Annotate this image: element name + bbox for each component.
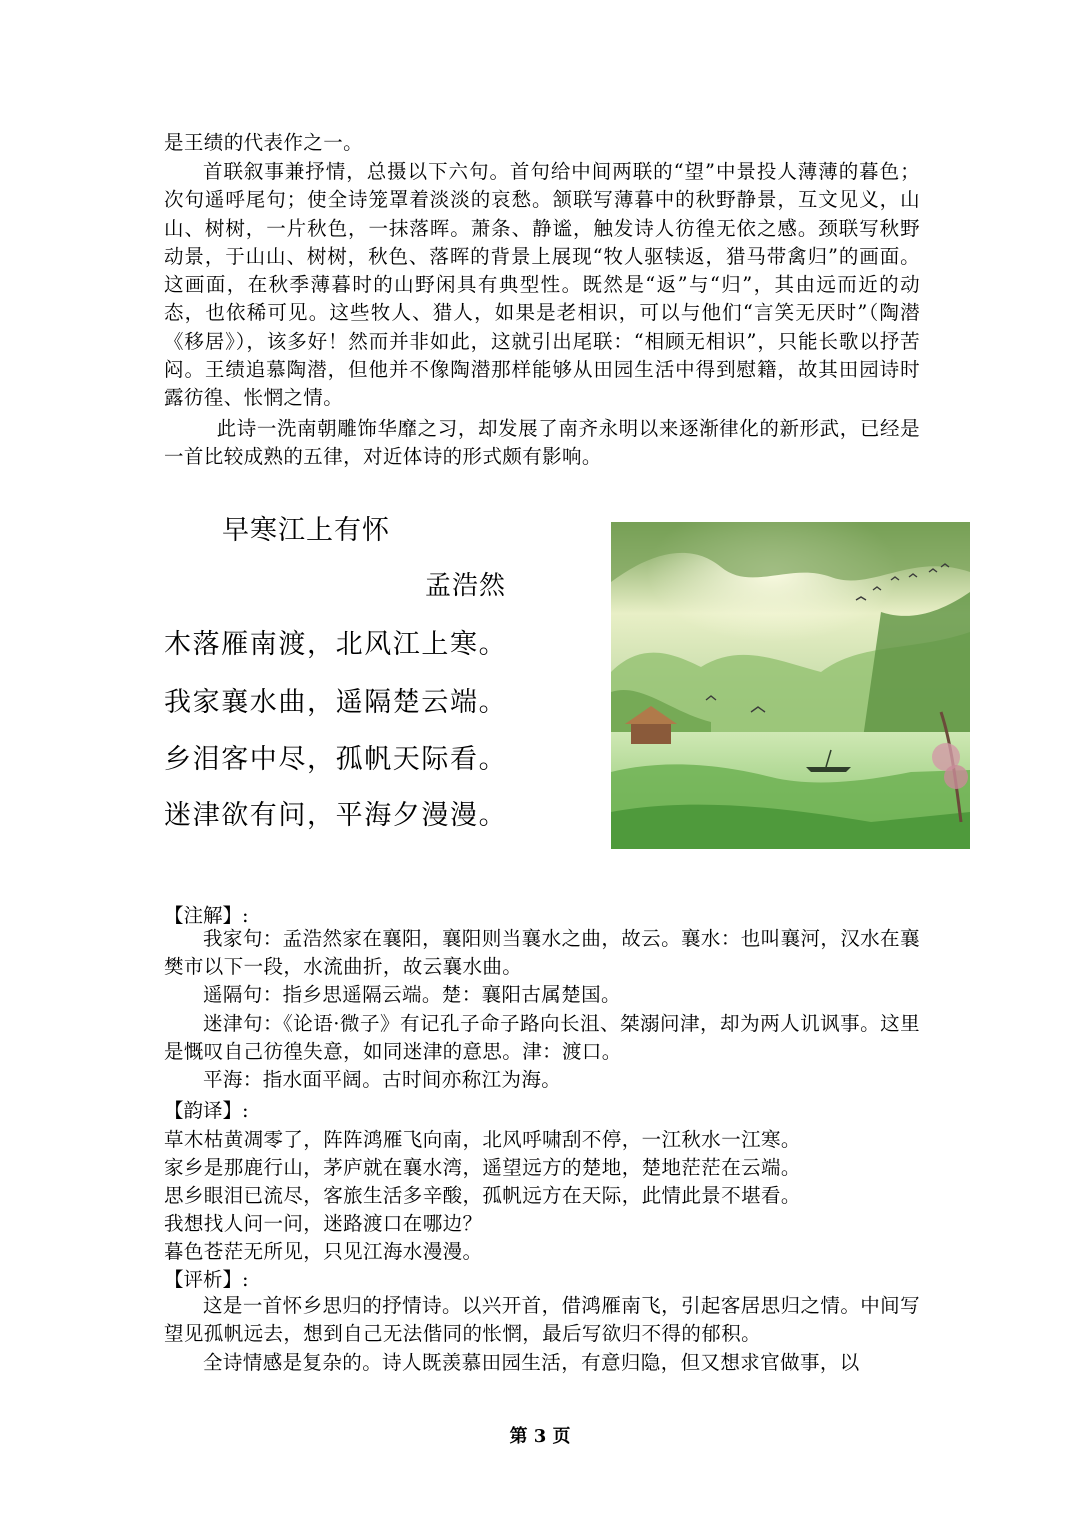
translation-line: 思乡眼泪已流尽，客旅生活多辛酸，孤帆远方在天际，此情此景不堪看。: [164, 1184, 801, 1207]
translation-line: 我想找人问一问，迷路渡口在哪边？: [164, 1212, 483, 1235]
intro-paragraph-1: 首联叙事兼抒情，总摄以下六句。首句给中间两联的“望”中景投人薄薄的暮色；次句遥呼尾句；使全诗笼罩着淡淡的哀愁。颔联写薄暮中的秋野静景，互文见义，山山、树树，一片秋色，一抹落晖。萧条、静谧，触发诗人彷徨无依之感。颈联写秋野动景，于山山、树树，秋色、落晖的背景上展现“牧人驱犊返，猎马带禽归”的画面。这画面，在秋季薄暮时的山野闲具有典型性。既然是“返”与“归”，其由远而近的动态，也依稀可见。这些牧人、猎人，如果是老相识，可以与他们“言笑无厌时”（陶潜《移居》），该多好！然而并非如此，这就引出尾联：“相顾无相识”，只能长歌以抒苦闷。王绩追慕陶潜，但他并不像陶潜那样能够从田园生活中得到慰籍，故其田园诗时露彷徨、怅惘之情。: [164, 160, 920, 410]
translation-line: 草木枯黄凋零了，阵阵鸿雁飞向南，北风呼啸刮不停，一江秋水一江寒。: [164, 1128, 801, 1151]
poem-line: 木落雁南渡，北风江上寒。: [164, 629, 508, 660]
translation-line: 暮色苍茫无所见，只见江海水漫漫。: [164, 1240, 483, 1263]
note-item: 遥隔句：指乡思遥隔云端。楚：襄阳古属楚国。: [203, 983, 621, 1006]
note-item: 迷津句：《论语·微子》有记孔子命子路向长沮、桀溺问津，却为两人讥讽事。这里是慨叹自己彷徨失意，如同迷津的意思。津：渡口。: [164, 1012, 920, 1064]
analysis-paragraph-2: 全诗情感是复杂的。诗人既羡慕田园生活，有意归隐，但又想求官做事，以: [203, 1351, 860, 1374]
poem-line: 乡泪客中尽，孤帆天际看。: [164, 744, 508, 775]
translation-heading: 【韵译】:: [164, 1099, 249, 1122]
page-number: 第 3 页: [509, 1426, 571, 1447]
translation-line: 家乡是那鹿行山，茅庐就在襄水湾，遥望远方的楚地，楚地茫茫在云端。: [164, 1156, 801, 1179]
poem-title: 早寒江上有怀: [222, 515, 390, 546]
poem-line: 迷津欲有问，平海夕漫漫。: [164, 800, 508, 831]
poem-author: 孟浩然: [425, 571, 507, 601]
intro-paragraph-0: 是王绩的代表作之一。: [164, 131, 364, 154]
note-item: 平海：指水面平阔。古时间亦称江为海。: [203, 1068, 562, 1091]
analysis-paragraph-1: 这是一首怀乡思归的抒情诗。以兴开首，借鸿雁南飞，引起客居思归之情。中间写望见孤帆远去，想到自己无法偕同的怅惘，最后写欲归不得的郁积。: [164, 1294, 920, 1346]
note-item: 我家句：孟浩然家在襄阳，襄阳则当襄水之曲，故云。襄水：也叫襄河，汉水在襄樊市以下一段，水流曲折，故云襄水曲。: [164, 927, 920, 979]
analysis-heading: 【评析】:: [164, 1268, 249, 1291]
notes-heading: 【注解】:: [164, 904, 249, 927]
landscape-illustration: [611, 522, 970, 849]
poem-line: 我家襄水曲，遥隔楚云端。: [164, 687, 508, 718]
intro-paragraph-2: 此诗一洗南朝雕饰华靡之习，却发展了南齐永明以来逐渐律化的新形武，已经是一首比较成熟的五律，对近体诗的形式颇有影响。: [164, 417, 920, 469]
